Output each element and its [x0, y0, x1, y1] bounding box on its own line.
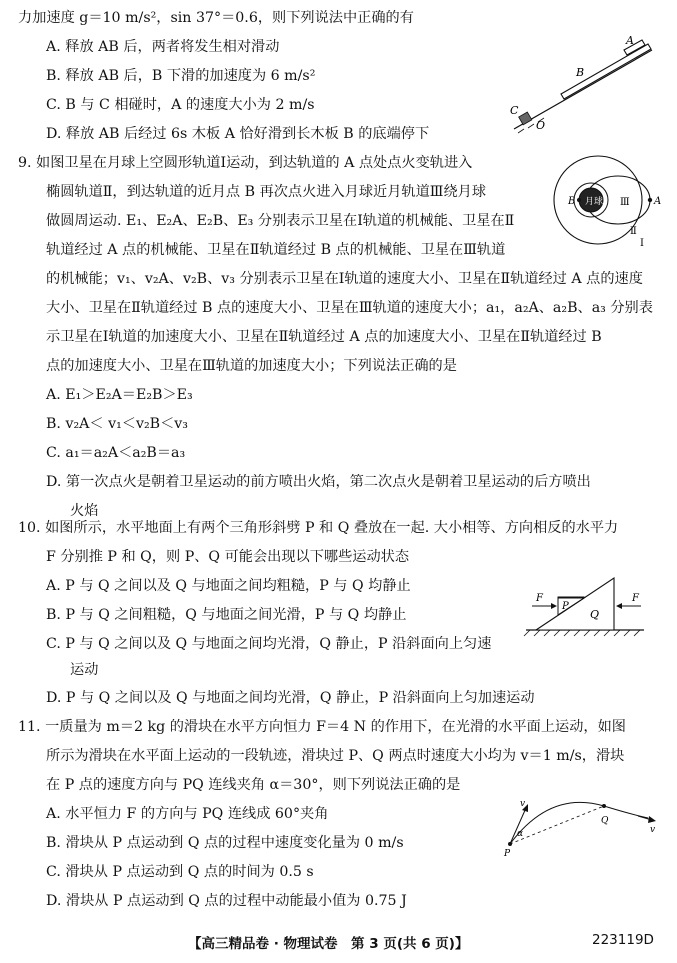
q10-option-a: A. P 与 Q 之间以及 Q 与地面之间均粗糙，P 与 Q 均静止	[46, 578, 411, 594]
q9-label-a: A	[654, 196, 662, 207]
q9-option-d-cont: 火焰	[70, 503, 99, 519]
q9-label-moon: 月球	[585, 197, 604, 207]
q8-stem-tail: 力加速度 g＝10 m/s²，sin 37°＝0.6，则下列说法中正确的有	[18, 10, 414, 26]
q10-label-p: P	[562, 601, 569, 612]
q8-label-o: O	[536, 119, 546, 132]
q8-option-d: D. 释放 AB 后经过 6s 木板 A 恰好滑到长木板 B 的底端停下	[46, 126, 430, 142]
q9-stem-3: 做圆周运动. E₁、E₂A、E₂B、E₃ 分别表示卫星在Ⅰ轨道的机械能、卫星在Ⅱ	[46, 213, 515, 229]
q11-stem-3: 在 P 点的速度方向与 PQ 连线夹角 α＝30°，则下列说法正确的是	[46, 777, 461, 793]
q10-option-b: B. P 与 Q 之间粗糙，Q 与地面之间光滑，P 与 Q 均静止	[46, 607, 407, 623]
q8-label-c: C	[510, 104, 519, 117]
q10-label-q: Q	[590, 608, 600, 621]
q11-option-c: C. 滑块从 P 点运动到 Q 点的时间为 0.5 s	[46, 864, 314, 880]
q8-option-c: C. B 与 C 相碰时，A 的速度大小为 2 m/s	[46, 97, 315, 113]
q9-option-d: D. 第一次点火是朝着卫星运动的前方喷出火焰，第二次点火是朝着卫星运动的后方喷出	[46, 474, 591, 490]
q11-option-b: B. 滑块从 P 点运动到 Q 点的过程中速度变化量为 0 m/s	[46, 835, 404, 851]
q9-option-c: C. a₁＝a₂A＜a₂B＝a₃	[46, 445, 186, 461]
q9-label-orbit-1: Ⅰ	[640, 238, 644, 249]
q11-label-q: Q	[601, 816, 609, 826]
q10-option-c: C. P 与 Q 之间以及 Q 与地面之间均光滑，Q 静止，P 沿斜面向上匀速	[46, 636, 492, 652]
q9-label-orbit-2: Ⅱ	[630, 226, 637, 237]
q11-option-a: A. 水平恒力 F 的方向与 PQ 连线成 60°夹角	[46, 806, 329, 822]
q8-incline-figure	[506, 32, 656, 137]
footer-title: 【高三精品卷 · 物理试卷 第 3 页(共 6 页)】	[188, 936, 469, 952]
q9-stem-2: 椭圆轨道Ⅱ，到达轨道的近月点 B 再次点火进入月球近月轨道Ⅲ绕月球	[46, 184, 487, 200]
q10-stem-1: 10. 如图所示，水平地面上有两个三角形斜劈 P 和 Q 叠放在一起. 大小相等、方向相反的水平力	[18, 520, 619, 536]
q8-option-a: A. 释放 AB 后，两者将发生相对滑动	[46, 39, 280, 55]
q11-trajectory-figure	[500, 796, 660, 858]
footer-code: 223119D	[592, 932, 654, 948]
q8-label-a: A	[626, 34, 634, 47]
q11-label-p: P	[504, 849, 511, 858]
q11-option-d: D. 滑块从 P 点运动到 Q 点的过程中动能最小值为 0.75 J	[46, 893, 407, 909]
q10-stem-2: F 分别推 P 和 Q，则 P、Q 可能会出现以下哪些运动状态	[46, 549, 410, 565]
q10-option-d: D. P 与 Q 之间以及 Q 与地面之间均光滑，Q 静止，P 沿斜面向上匀加速运动	[46, 690, 535, 706]
q9-stem-8: 点的加速度大小、卫星在Ⅲ轨道的加速度大小；下列说法正确的是	[46, 358, 457, 374]
q9-stem-5: 的机械能；v₁、v₂A、v₂B、v₃ 分别表示卫星在Ⅰ轨道的速度大小、卫星在Ⅱ轨道经过 A 点的速度	[46, 271, 643, 287]
q10-label-f-right: F	[632, 593, 639, 604]
q8-label-b: B	[576, 66, 585, 79]
q11-stem-1: 11. 一质量为 m＝2 kg 的滑块在水平方向恒力 F＝4 N 的作用下，在光滑的水平面上运动，如图	[18, 719, 626, 735]
q9-orbit-figure	[548, 150, 666, 250]
q9-option-a: A. E₁＞E₂A＝E₂B＞E₃	[46, 387, 193, 403]
q10-option-c-cont: 运动	[70, 662, 99, 678]
q10-wedge-figure	[518, 568, 653, 640]
q9-stem-6: 大小、卫星在Ⅱ轨道经过 B 点的速度大小、卫星在Ⅲ轨道的速度大小；a₁，a₂A、a₂B、a₃ 分别表	[46, 300, 653, 316]
q10-label-f-left: F	[536, 593, 543, 604]
q8-option-b: B. 释放 AB 后，B 下滑的加速度为 6 m/s²	[46, 68, 316, 84]
q11-label-alpha: α	[517, 829, 524, 839]
q9-label-b: B	[568, 196, 576, 207]
q11-label-v1: v	[520, 799, 526, 809]
q9-option-b: B. v₂A＜ v₁＜v₂B＜v₃	[46, 416, 188, 432]
q11-stem-2: 所示为滑块在水平面上运动的一段轨迹，滑块过 P、Q 两点时速度大小均为 v＝1 m/s，滑块	[46, 748, 625, 764]
q9-stem-7: 示卫星在Ⅰ轨道的加速度大小、卫星在Ⅱ轨道经过 A 点的加速度大小、卫星在Ⅱ轨道经过 B	[46, 329, 602, 345]
q9-stem-1: 9. 如图卫星在月球上空圆形轨道Ⅰ运动，到达轨道的 A 点处点火变轨进入	[18, 155, 473, 171]
page-footer	[0, 932, 677, 954]
q11-label-v2: v	[650, 825, 656, 835]
q9-label-orbit-3: Ⅲ	[620, 197, 630, 208]
q9-stem-4: 轨道经过 A 点的机械能、卫星在Ⅱ轨道经过 B 点的机械能、卫星在Ⅲ轨道	[46, 242, 506, 258]
